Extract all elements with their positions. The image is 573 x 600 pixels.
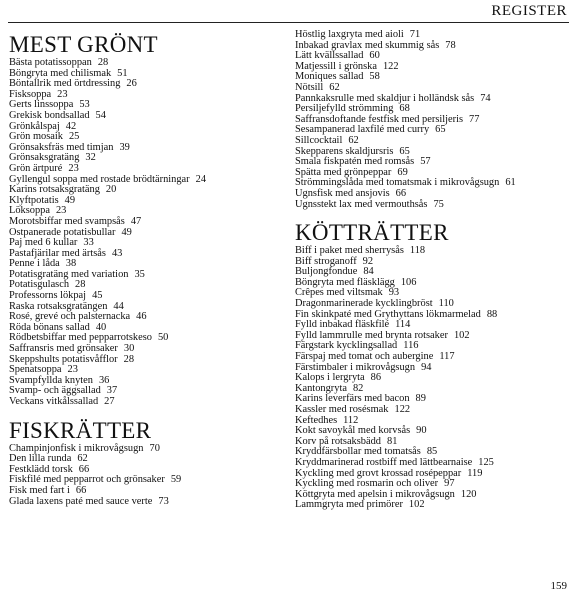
entry-page: 86 [370, 372, 382, 384]
section-title-fiskratter: FISKRÄTTER [9, 417, 152, 443]
entry-page: 70 [149, 442, 160, 454]
entry-name: Biff stroganoff [295, 255, 357, 267]
entry-name: Kalops i lergryta [295, 372, 365, 384]
entry-name: Raska rotsaksgratängen [9, 300, 108, 312]
entry-page: 114 [395, 319, 411, 331]
entry-name: Grönkålspaj [9, 120, 60, 132]
entry-page: 97 [444, 478, 455, 490]
entry-page: 73 [158, 495, 169, 507]
entry-name: Ugnsfisk med ansjovis [295, 187, 390, 199]
entry-page: 102 [453, 329, 470, 341]
entry-page: 26 [126, 78, 137, 90]
entry-page: 102 [408, 499, 425, 511]
entry-name: Dragonmarinerade kycklingbröst [295, 298, 433, 310]
entry-list-fiskratter-continued [295, 30, 567, 210]
entry-name: Veckans vitkålssallad [9, 396, 99, 407]
entry-name: Fin skinkpaté med Grythyttans lökmarmelad [295, 308, 481, 320]
entry-name: Kantongryta [295, 382, 347, 394]
entry-name: Smala fiskpatén med romsås [295, 156, 415, 168]
entry-page: 69 [397, 166, 408, 178]
entry-page: 28 [97, 57, 109, 68]
entry-page: 23 [55, 205, 67, 217]
entry-page: 106 [400, 276, 417, 288]
entry-page: 90 [416, 425, 427, 437]
entry-page: 59 [170, 474, 182, 486]
entry-name: Buljongfondue [295, 266, 358, 278]
entry-name: Grönsaksfräs med timjan [9, 141, 114, 153]
entry-name: Den lilla runda [9, 453, 72, 465]
entry-name: Grekisk bondsallad [9, 109, 90, 121]
entry-name: Rödbetsbiffar med pepparrotskeso [9, 332, 152, 344]
entry-name: Lammgryta med primörer [295, 499, 403, 511]
entry-name: Saffransris med grönsaker [9, 343, 118, 355]
entry-page: 49 [64, 194, 76, 206]
entry-name: Svamp- och äggsallad [9, 385, 101, 397]
entry-name: Köttgryta med apelsin i mikrovågsugn [295, 488, 455, 500]
entry-page: 60 [369, 50, 380, 62]
entry-name: Grön mosaik [9, 131, 63, 143]
entry-name: Kyckling med grovt krossad rosépeppar [295, 467, 462, 479]
entry-name: Fisksoppa [9, 88, 52, 100]
entry-page: 30 [123, 343, 135, 355]
entry-page: 47 [130, 215, 142, 227]
entry-name: Klyftpotatis [9, 194, 59, 206]
entry-page: 32 [85, 152, 96, 164]
entry-page: 88 [486, 308, 498, 320]
entry-name: Bästa potatissoppan [9, 57, 92, 68]
entry-page: 25 [68, 131, 80, 143]
entry-page: 27 [104, 396, 115, 407]
entry-page: 93 [388, 287, 400, 299]
entry-page: 58 [369, 71, 380, 83]
entry-name: Paj med 6 kullar [9, 237, 78, 249]
page-number: 159 [550, 580, 567, 592]
entry-page: 38 [65, 258, 77, 270]
entry-name: Skepparens skaldjursris [295, 145, 394, 157]
entry-page: 112 [343, 414, 359, 426]
header-rule [8, 22, 569, 23]
entry-name: Gyllengul soppa med rostade brödtärningar [9, 173, 190, 185]
entry-page: 92 [362, 255, 374, 267]
entry-page: 35 [134, 268, 145, 280]
entry-page: 36 [98, 374, 110, 386]
entry-page: 23 [68, 162, 79, 174]
entry-name: Fylld lammrulle med brynta rotsaker [295, 329, 448, 341]
entry-page: 28 [75, 279, 86, 291]
entry-page: 116 [403, 340, 419, 352]
entry-name: Sillcocktail [295, 134, 343, 146]
entry-name: Rosé, grevé och palsternacka [9, 311, 131, 323]
entry-list-kottratter [295, 246, 567, 511]
index-entry [295, 500, 567, 511]
right-column [295, 30, 567, 511]
index-entry [9, 497, 279, 508]
entry-name: Kassler med rosésmak [295, 404, 389, 415]
entry-page: 62 [77, 453, 88, 465]
entry-name: Strömmingslåda med tomatsmak i mikrovågsugn [295, 177, 500, 189]
entry-name: Kyckling med rosmarin och oliver [295, 478, 439, 490]
entry-page: 122 [382, 60, 399, 72]
entry-name: Kokt savoykål med korvsås [295, 425, 411, 437]
entry-page: 53 [79, 99, 90, 111]
entry-page: 33 [83, 237, 94, 249]
entry-name: Potatisgratäng med variation [9, 268, 129, 280]
entry-page: 66 [395, 187, 407, 199]
entry-page: 89 [415, 393, 426, 405]
entry-page: 71 [409, 29, 421, 40]
entry-name: Sesampanerad laxfilé med curry [295, 124, 430, 136]
entry-name: Spätta med grönpeppar [295, 166, 392, 178]
entry-name: Ostpanerade potatisbullar [9, 226, 116, 238]
entry-name: Grön ärtpuré [9, 162, 63, 174]
entry-name: Moniques sallad [295, 71, 364, 83]
entry-name: Gerts linssoppa [9, 99, 74, 111]
entry-list-mest-gront [9, 58, 279, 408]
entry-page: 66 [78, 463, 90, 475]
entry-name: Svampfyllda knyten [9, 374, 93, 386]
left-column [9, 30, 279, 507]
entry-page: 23 [57, 88, 68, 100]
section-title-mest-gront: MEST GRÖNT [9, 32, 158, 57]
entry-name: Pannkaksrulle med skaldjur i holländsk sås [295, 92, 475, 104]
entry-name: Potatisgulasch [9, 279, 70, 291]
entry-name: Morotsbiffar med svampsås [9, 215, 125, 227]
entry-page: 61 [505, 177, 516, 189]
entry-name: Löksoppa [9, 205, 50, 217]
entry-name: Saffransdoftande festfisk med persiljeris [295, 113, 464, 125]
entry-name: Matjessill i grönska [295, 60, 377, 72]
entry-name: Keftedhes [295, 414, 338, 426]
entry-page: 85 [426, 446, 438, 458]
entry-name: Kryddfärsbollar med tomatsås [295, 446, 421, 458]
entry-page: 46 [136, 311, 147, 323]
entry-name: Färgstark kycklingsallad [295, 340, 398, 352]
entry-name: Grönsaksgratäng [9, 152, 80, 164]
index-entry [295, 200, 567, 211]
entry-name: Ugnsstekt lax med vermouthsås [295, 198, 428, 210]
entry-page: 75 [433, 198, 444, 210]
entry-name: Glada laxens paté med sauce verte [9, 495, 153, 507]
entry-page: 82 [352, 382, 364, 394]
page-header [0, 0, 573, 26]
entry-page: 120 [460, 488, 477, 500]
entry-page: 74 [480, 92, 491, 104]
entry-page: 39 [119, 141, 130, 153]
entry-name: Spenatsoppa [9, 364, 62, 376]
entry-page: 44 [113, 300, 124, 312]
entry-page: 51 [117, 67, 128, 79]
entry-name: Nötsill [295, 81, 324, 93]
entry-page: 62 [348, 134, 359, 146]
entry-name: Festklädd torsk [9, 463, 73, 475]
entry-name: Böngryta med fläsklägg [295, 276, 395, 288]
entry-name: Fiskfilé med pepparrot och grönsaker [9, 474, 165, 486]
entry-page: 45 [92, 290, 103, 302]
entry-page: 42 [65, 120, 77, 132]
entry-name: Röda bönans sallad [9, 321, 90, 333]
entry-name: Fisk med fart i [9, 484, 70, 496]
entry-page: 24 [195, 173, 207, 185]
entry-page: 65 [435, 124, 446, 136]
entry-page: 94 [421, 361, 432, 373]
entry-name: Fylld inbakad fläskfilé [295, 319, 390, 331]
entry-page: 119 [467, 467, 483, 479]
entry-name: Färstimbaler i mikrovågsugn [295, 361, 416, 373]
entry-name: Biff i paket med sherrysås [295, 245, 404, 257]
entry-page: 54 [95, 109, 106, 121]
header-title: REGISTER [491, 3, 567, 19]
entry-name: Pastafjärilar med ärtsås [9, 247, 106, 259]
entry-name: Böngryta med chilismak [9, 67, 112, 79]
entry-page: 20 [105, 184, 117, 196]
entry-page: 78 [445, 39, 456, 51]
entry-name: Lätt kvällssallad [295, 50, 364, 62]
entry-page: 66 [75, 484, 87, 496]
entry-page: 77 [469, 113, 480, 125]
entry-name: Champinjonfisk i mikrovågsugn [9, 442, 144, 454]
entry-name: Inbakad gravlax med skummig sås [295, 39, 440, 51]
entry-name: Böntallrik med örtdressing [9, 78, 121, 90]
entry-name: Persiljefylld strömming [295, 103, 394, 115]
entry-name: Crêpes med viltsmak [295, 287, 383, 299]
entry-page: 110 [438, 298, 454, 310]
entry-list-fiskratter [9, 444, 279, 508]
entry-page: 28 [123, 353, 135, 365]
entry-page: 23 [67, 364, 78, 376]
entry-page: 37 [106, 385, 118, 397]
section-title-kottratter: KÖTTRÄTTER [295, 220, 449, 246]
entry-page: 125 [478, 456, 494, 468]
entry-page: 65 [399, 145, 410, 157]
entry-name: Professorns lökpaj [9, 290, 87, 302]
entry-page: 122 [394, 404, 411, 415]
entry-name: Penne i låda [9, 258, 60, 270]
entry-page: 40 [95, 321, 107, 333]
entry-page: 49 [121, 226, 132, 238]
entry-page: 43 [111, 247, 123, 259]
entry-name: Höstlig laxgryta med aioli [295, 29, 404, 40]
entry-page: 81 [387, 435, 398, 447]
entry-page: 118 [409, 245, 426, 257]
entry-page: 57 [420, 156, 431, 168]
index-entry [9, 397, 279, 408]
entry-page: 68 [399, 103, 410, 115]
entry-page: 62 [329, 81, 340, 93]
entry-name: Färspaj med tomat och aubergine [295, 351, 434, 363]
entry-page: 117 [439, 351, 455, 363]
entry-name: Karins rotsaksgratäng [9, 184, 100, 196]
entry-name: Karins leverfärs med bacon [295, 393, 410, 405]
entry-name: Kryddmarinerad rostbiff med lättbearnaise [295, 456, 473, 468]
entry-page: 50 [157, 332, 169, 344]
entry-page: 84 [363, 266, 374, 278]
entry-name: Skeppshults potatisvåfflor [9, 353, 118, 365]
entry-name: Korv på rotsaksbädd [295, 435, 381, 447]
